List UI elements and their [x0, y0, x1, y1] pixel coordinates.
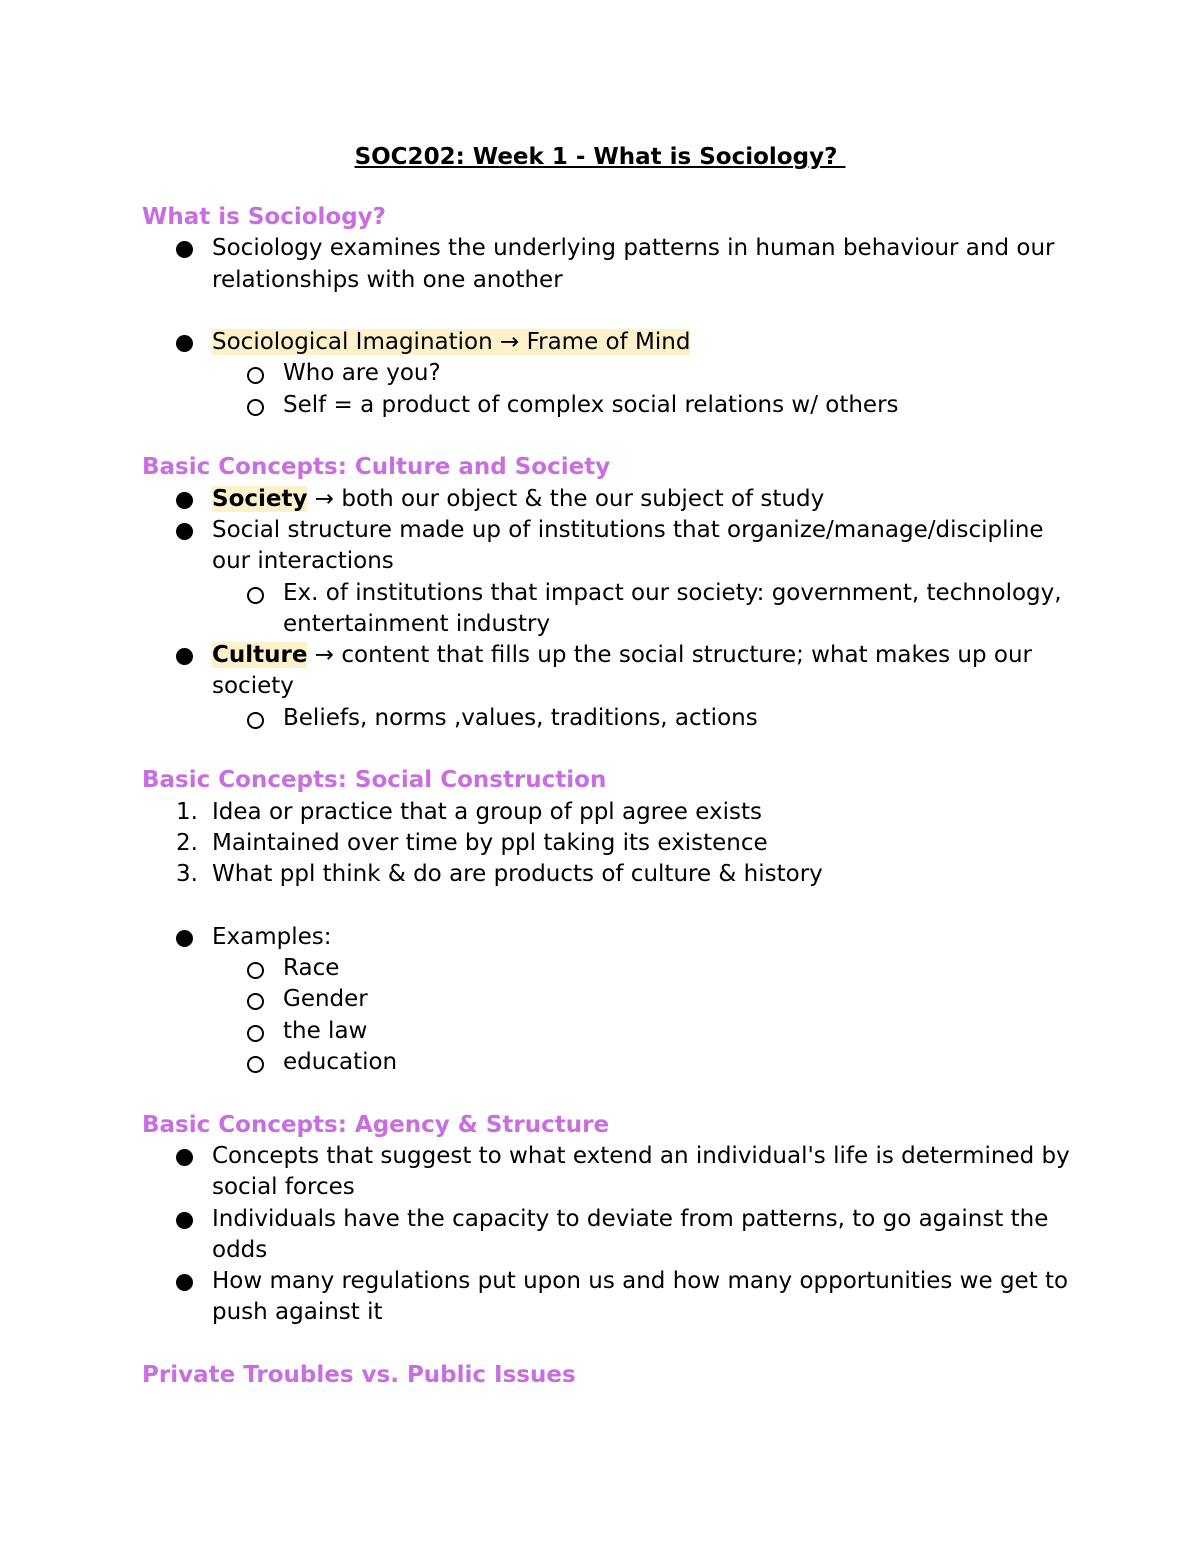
list-item-text: Concepts that suggest to what extend an individual's life is determined by social forces	[212, 1142, 1070, 1201]
list-item-text: → both our object & the our subject of study	[307, 485, 825, 512]
bullet-icon	[176, 484, 193, 518]
list-item	[142, 1204, 1072, 1267]
bullet-icon	[176, 922, 193, 956]
sub-list-item	[142, 953, 1072, 984]
bullet-icon	[176, 640, 193, 674]
list-item-text: education	[283, 1049, 398, 1076]
highlighted-text: Sociological Imagination → Frame of Mind	[212, 329, 691, 356]
sub-list-item	[142, 390, 1072, 421]
list-number: 3.	[176, 861, 198, 888]
list-number: 2.	[176, 829, 198, 856]
sub-list-item	[142, 1047, 1072, 1078]
list-item-text: Individuals have the capacity to deviate from patterns, to go against the odds	[212, 1205, 1049, 1263]
sub-list-item	[142, 984, 1072, 1015]
list-item-text: Beliefs, norms ,values, traditions, actions	[283, 704, 758, 731]
list-item	[142, 484, 1072, 515]
list-item	[142, 1141, 1072, 1204]
list-item-text: Who are you?	[283, 360, 441, 387]
sub-list-item	[142, 578, 1072, 641]
list-item-text: → content that fills up the social structure; what makes up our society	[212, 642, 1033, 700]
hollow-bullet-icon	[247, 703, 264, 738]
document-title: SOC202: Week 1 - What is Sociology?	[354, 144, 846, 170]
list-item-text: Idea or practice that a group of ppl agree exists	[212, 798, 762, 825]
list-item-text: What ppl think & do are products of culture & history	[212, 861, 823, 888]
list-item-text: Sociology examines the underlying patterns in human behaviour and our relationships with one another	[212, 235, 1055, 293]
list-number: 1.	[176, 798, 198, 825]
term-culture: Culture	[212, 642, 308, 669]
section-heading-social-construction: Basic Concepts: Social Construction	[142, 767, 607, 794]
hollow-bullet-icon	[247, 984, 264, 1019]
hollow-bullet-icon	[247, 953, 264, 988]
sub-list-item	[142, 358, 1072, 389]
list-item-text: How many regulations put upon us and how many opportunities we get to push against it	[212, 1268, 1069, 1326]
section-heading-culture-and-society: Basic Concepts: Culture and Society	[142, 454, 611, 481]
bullet-icon	[176, 327, 193, 361]
bullet-icon	[176, 1266, 193, 1300]
bullet-icon	[176, 515, 193, 549]
bullet-icon	[176, 1204, 193, 1238]
list-item-text: the law	[283, 1017, 368, 1044]
list-item	[142, 922, 1072, 953]
hollow-bullet-icon	[247, 1016, 264, 1051]
list-item	[142, 640, 1072, 703]
numbered-item	[142, 859, 1072, 890]
list-item-text: Ex. of institutions that impact our society: government, technology, entertainment industry	[283, 579, 1062, 637]
sub-list-item	[142, 703, 1072, 734]
list-item-text: Examples:	[212, 923, 332, 950]
hollow-bullet-icon	[247, 578, 264, 613]
list-item	[142, 327, 1072, 358]
list-item	[142, 515, 1072, 578]
list-item	[142, 233, 1072, 296]
bullet-icon	[176, 1141, 193, 1175]
bullet-icon	[176, 233, 193, 267]
list-item-text: Self = a product of complex social relations w/ others	[283, 391, 899, 418]
list-item-text: Maintained over time by ppl taking its existence	[212, 829, 768, 856]
list-item-text: Race	[283, 955, 340, 982]
section-heading-what-is-sociology: What is Sociology?	[142, 204, 387, 230]
section-heading-private-troubles-vs-public-issues: Private Troubles vs. Public Issues	[142, 1361, 576, 1388]
hollow-bullet-icon	[247, 358, 264, 393]
sub-list-item	[142, 1016, 1072, 1047]
list-item-text: Gender	[283, 986, 368, 1013]
section-heading-agency-and-structure: Basic Concepts: Agency & Structure	[142, 1111, 610, 1138]
numbered-item	[142, 828, 1072, 859]
term-society: Society	[212, 485, 308, 512]
list-item-text: Social structure made up of institutions that organize/manage/discipline our interactions	[212, 516, 1044, 575]
list-item	[142, 1266, 1072, 1329]
document-body	[142, 202, 1072, 1391]
hollow-bullet-icon	[247, 1047, 264, 1082]
hollow-bullet-icon	[247, 390, 264, 425]
numbered-item	[142, 797, 1072, 828]
